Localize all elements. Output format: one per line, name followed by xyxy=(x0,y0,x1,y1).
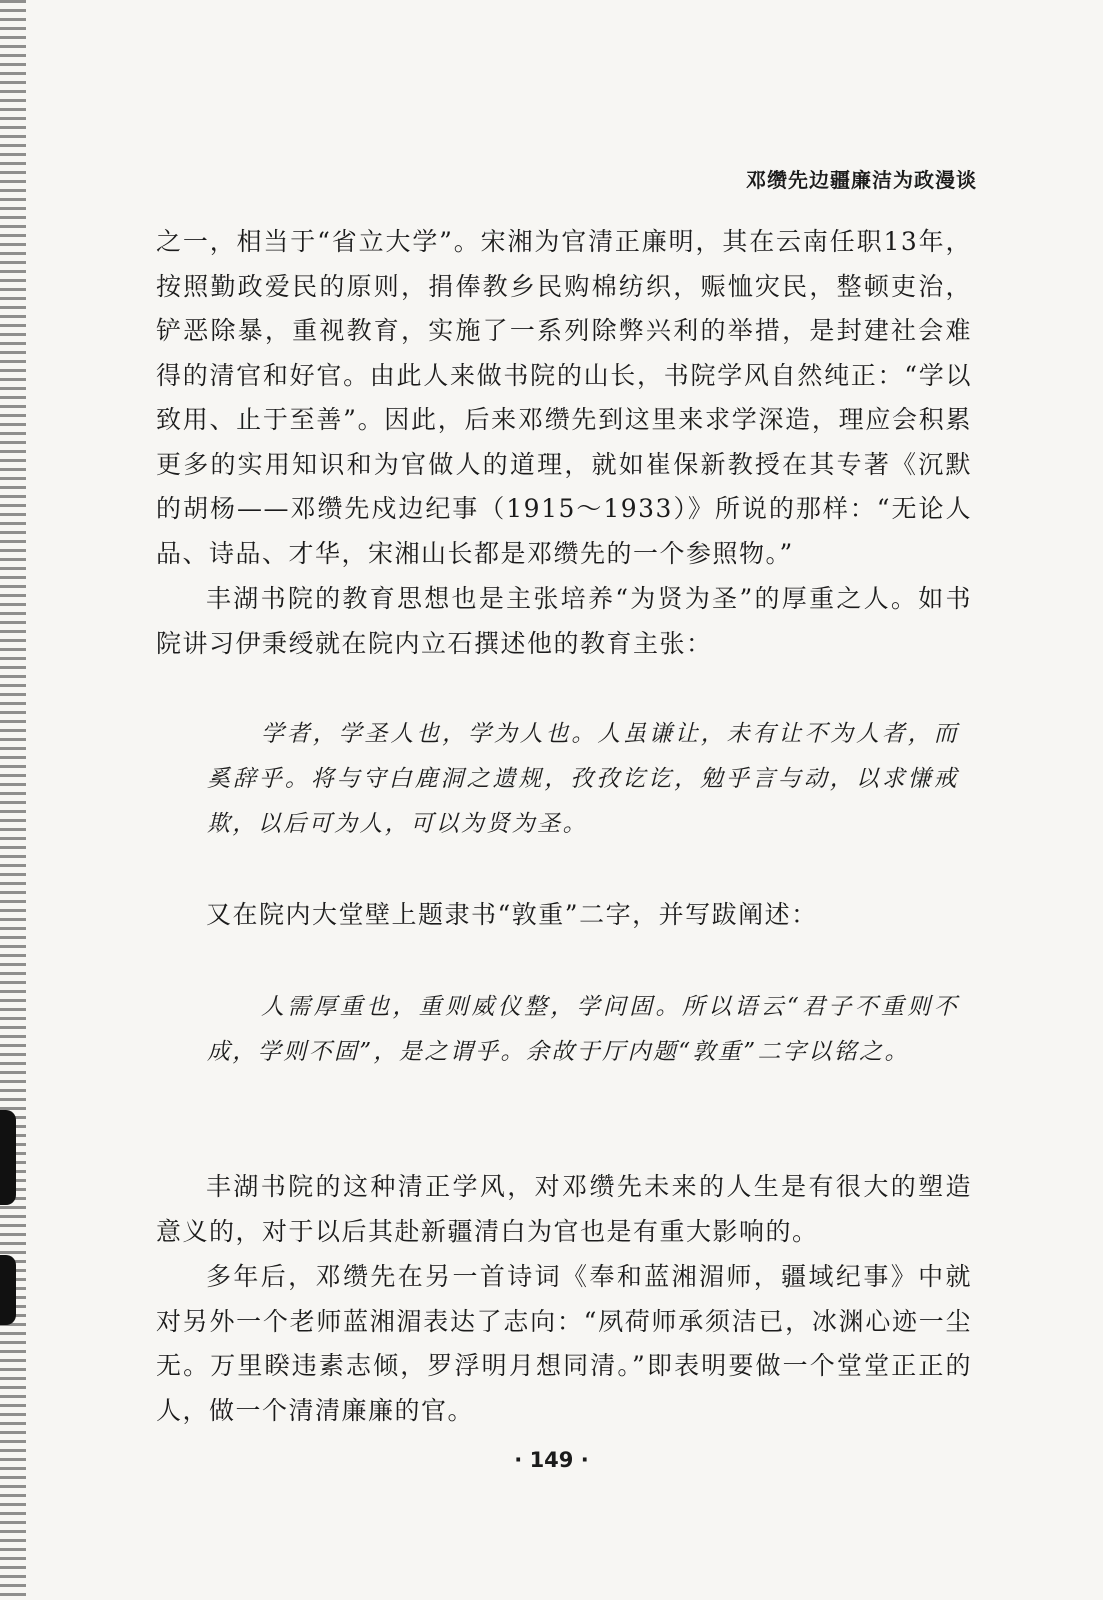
scan-edge-blot xyxy=(0,1255,16,1325)
block-quote: 学者，学圣人也，学为人也。人虽谦让，未有让不为人者，而奚辞乎。将与守白鹿洞之遗规，孜孜讫讫，勉乎言与动，以求慊戒欺，以后可为人，可以为贤为圣。 xyxy=(207,721,959,837)
body-paragraph: 丰湖书院的这种清正学风，对邓缵先未来的人生是有很大的塑造意义的，对于以后其赴新疆清白为官也是有重大影响的。 xyxy=(156,1172,972,1246)
body-paragraph: 之一，相当于“省立大学”。宋湘为官清正廉明，其在云南任职13年，按照勤政爱民的原则，捐俸教乡民购棉纺织，赈恤灾民，整顿吏治，铲恶除暴，重视教育，实施了一系列除弊兴利的举措，是封建社会难得的清官和好官。由此人来做书院的山长，书院学风自然纯正：“学以致用、止于至善”。因此，后来邓缵先到这里来求学深造，理应会积累更多的实用知识和为官做人的道理，就如崔保新教授在其专著《沉默的胡杨——邓缵先戍边纪事（1915～1933）》所说的那样：“无论人品、诗品、才华，宋湘山长都是邓缵先的一个参照物。” xyxy=(156,227,972,568)
scan-edge-blot xyxy=(0,1110,16,1205)
body-paragraph: 多年后，邓缵先在另一首诗词《奉和蓝湘湄师，疆域纪事》中就对另外一个老师蓝湘湄表达了志向：“夙荷师承须洁已，冰渊心迹一尘无。万里睽违素志倾，罗浮明月想同清。”即表明要做一个堂堂正正的人，做一个清清廉廉的官。 xyxy=(156,1262,972,1425)
page-number: · 149 · xyxy=(514,1448,589,1472)
body-paragraph: 又在院内大堂壁上题隶书“敦重”二字，并写跋阐述： xyxy=(206,900,818,929)
block-quote: 人需厚重也，重则威仪整，学问固。所以语云“君子不重则不成，学则不固”，是之谓乎。余故于厅内题“敦重”二字以铭之。 xyxy=(207,994,959,1065)
running-header: 邓缵先边疆廉洁为政漫谈 xyxy=(746,168,977,192)
body-paragraph: 丰湖书院的教育思想也是主张培养“为贤为圣”的厚重之人。如书院讲习伊秉绶就在院内立石撰述他的教育主张： xyxy=(156,584,972,658)
scan-edge-shadow xyxy=(0,0,26,1600)
